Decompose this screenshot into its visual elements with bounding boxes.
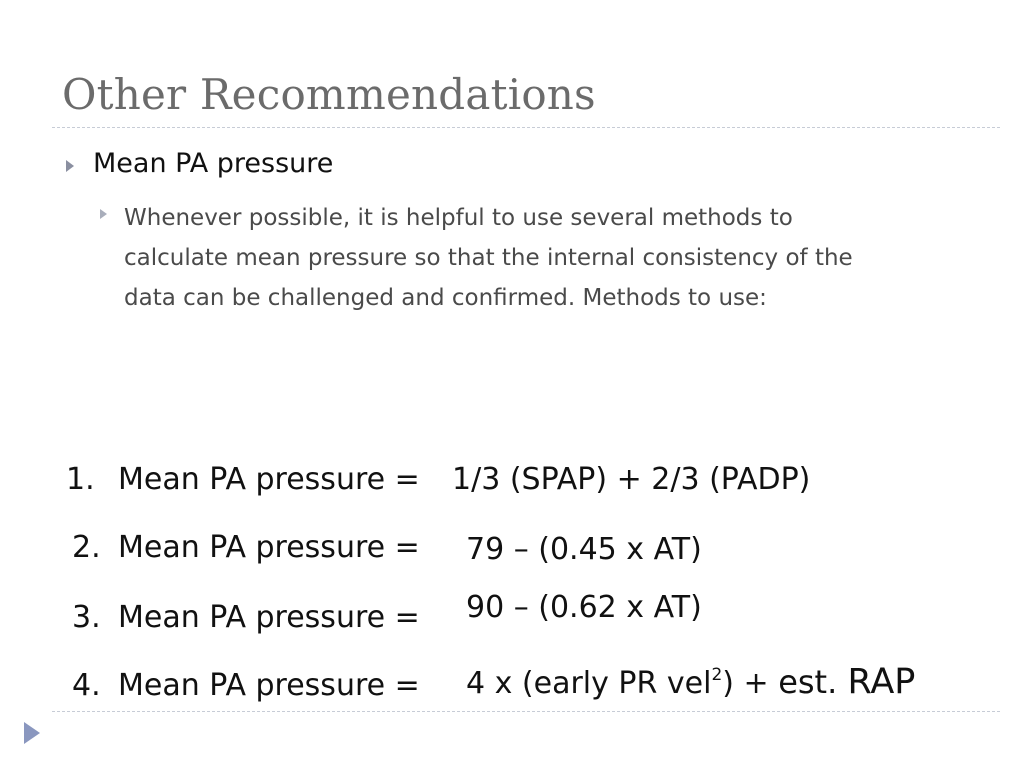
formula-part: 4 x (early PR vel — [466, 666, 712, 701]
method-number: 4. — [72, 668, 101, 703]
method-formula: 79 – (0.45 x AT) — [466, 532, 702, 567]
formula-part: RAP — [847, 662, 916, 702]
method-formula — [466, 662, 915, 702]
formula-part: est. — [778, 663, 848, 701]
method-label: Mean PA pressure = — [118, 668, 420, 703]
method-label: Mean PA pressure = — [118, 530, 420, 565]
formula-part: ) + — [722, 666, 779, 701]
title-divider — [52, 127, 1000, 128]
method-number: 1. — [66, 462, 95, 497]
bullet-level1: Mean PA pressure — [93, 148, 334, 179]
formula-superscript: 2 — [711, 665, 723, 685]
method-formula: 1/3 (SPAP) + 2/3 (PADP) — [452, 462, 811, 497]
method-label: Mean PA pressure = — [118, 600, 420, 635]
bullet-level2-line: Whenever possible, it is helpful to use several methods to — [124, 205, 793, 231]
method-label: Mean PA pressure = — [118, 462, 420, 497]
play-icon[interactable] — [24, 722, 40, 744]
method-number: 2. — [72, 530, 101, 565]
bullet-level2 — [124, 198, 974, 318]
bullet-level2-line: data can be challenged and confirmed. Methods to use: — [124, 285, 767, 311]
method-number: 3. — [72, 600, 101, 635]
footer-divider — [52, 711, 1000, 712]
slide-title: Other Recommendations — [62, 70, 596, 119]
method-formula: 90 – (0.62 x AT) — [466, 590, 702, 625]
bullet-arrow-icon — [66, 160, 74, 172]
sub-bullet-arrow-icon — [100, 209, 107, 219]
bullet-level2-line: calculate mean pressure so that the internal consistency of the — [124, 245, 853, 271]
